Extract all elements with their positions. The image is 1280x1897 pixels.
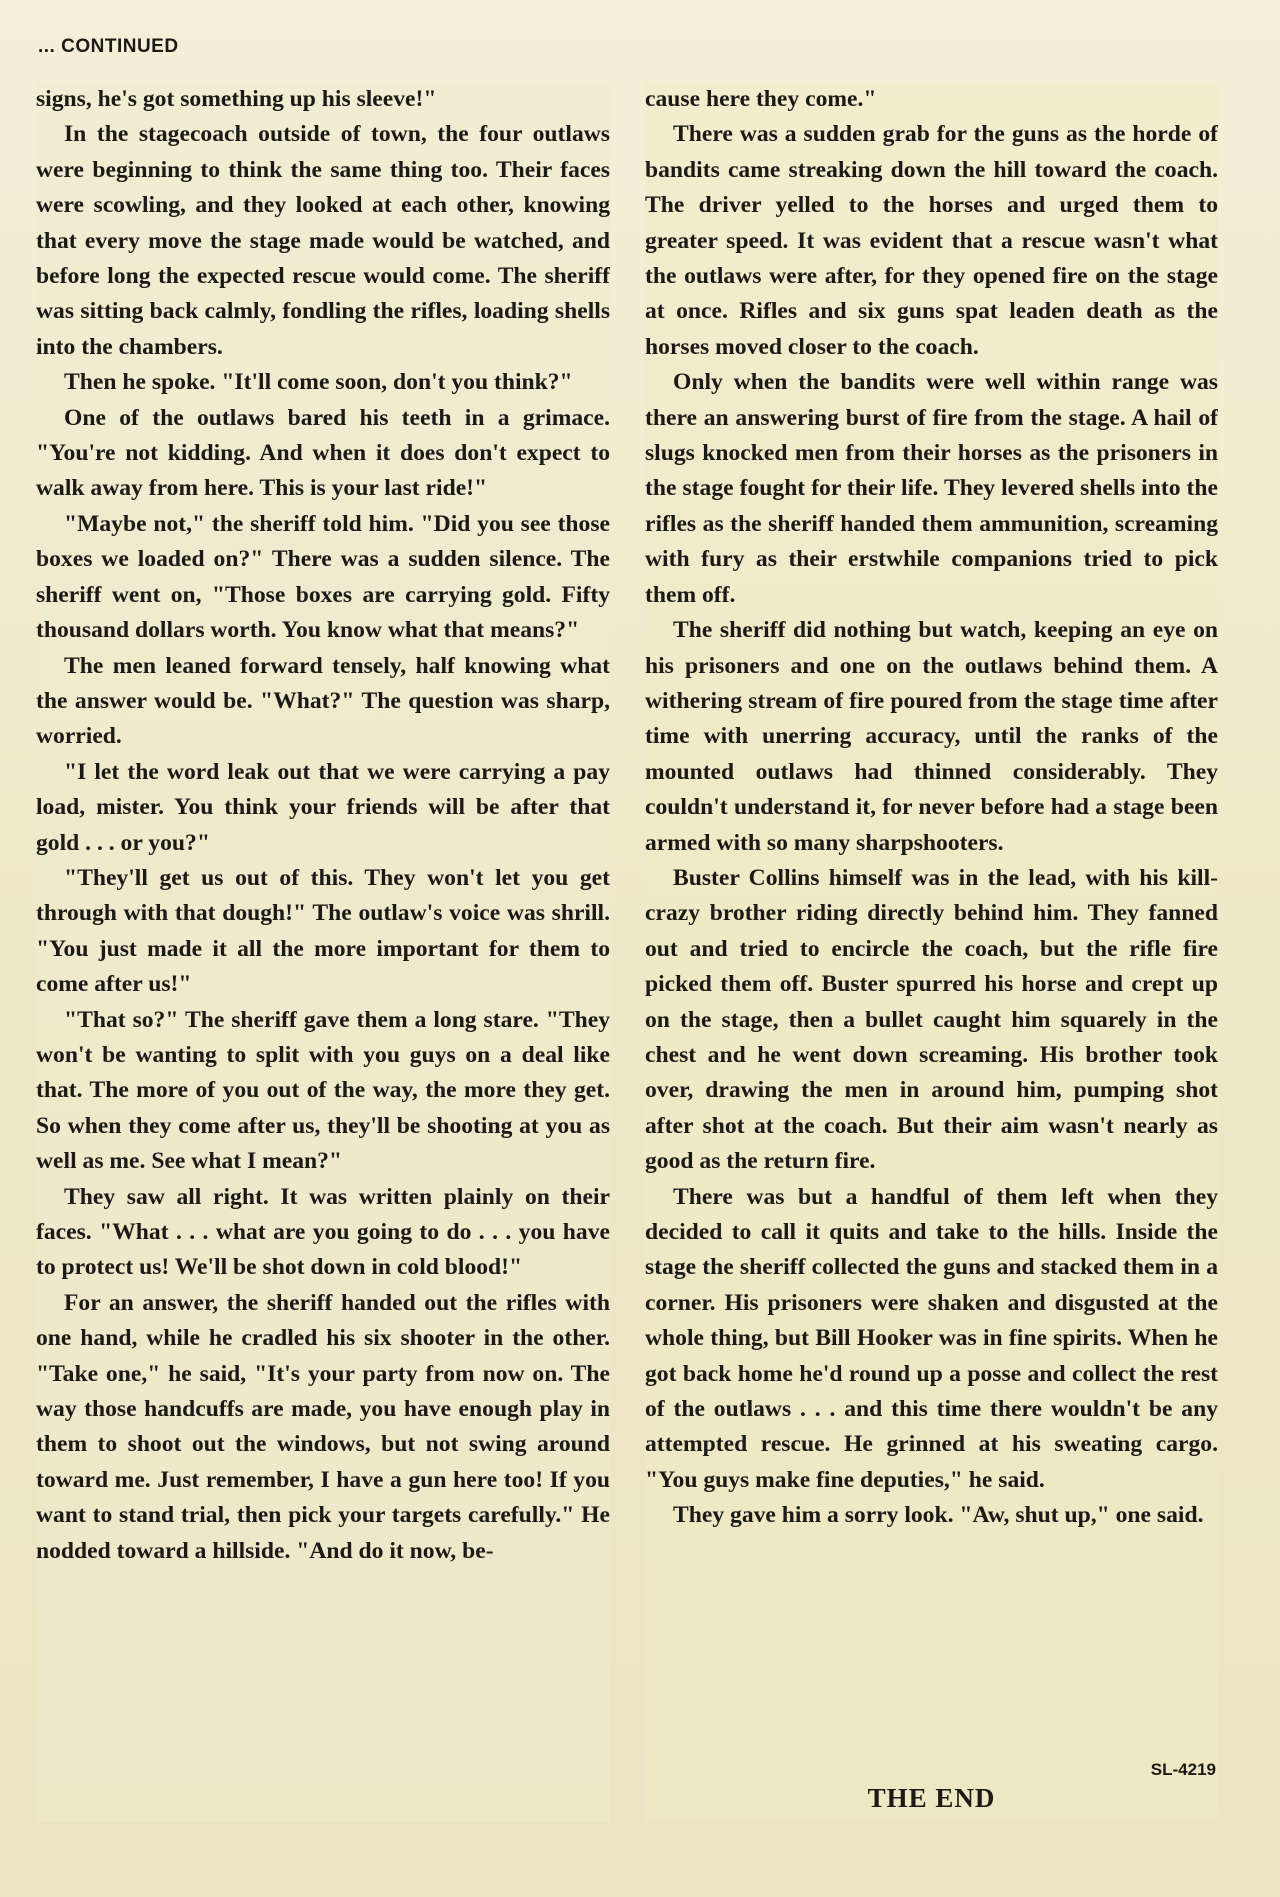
- paragraph: "That so?" The sheriff gave them a long stare. "They won't be wanting to split with you guys on a deal like that. The more of you out of the way, the more they get. So when they come after us, they'll be shooting at you as well as me. See what I mean?": [36, 1006, 610, 1175]
- right-text-column: [645, 82, 1218, 1822]
- paragraph: One of the outlaws bared his teeth in a grimace. "You're not kidding. And when it does don't expect to walk away from here. This is your last ride!": [36, 404, 610, 502]
- paragraph: cause here they come.": [645, 86, 877, 112]
- paragraph: "I let the word leak out that we were carrying a pay load, mister. You think your friends will be after that gold . . . or you?": [36, 758, 610, 856]
- paragraph: signs, he's got something up his sleeve!": [36, 86, 437, 112]
- paragraph: "They'll get us out of this. They won't let you get through with that dough!" The outlaw's voice was shrill. "You just made it all the more important for them to come after us!": [36, 864, 610, 998]
- paragraph: Only when the bandits were well within range was there an answering burst of fire from the stage. A hail of slugs knocked men from their horses as the prisoners in the stage fought for their life. They levered shells into the rifles as the sheriff handed them ammunition, screaming with fury as their erstwhile companions tried to pick them off.: [645, 369, 1218, 608]
- story-code: SL-4219: [1150, 1760, 1216, 1779]
- paragraph: There was a sudden grab for the guns as the horde of bandits came streaking down the hill toward the coach. The driver yelled to the horses and urged them to greater speed. It was evident that a rescue wasn't what the outlaws were after, for they opened fire on the stage at once. Rifles and six guns spat leaden death as the horses moved closer to the coach.: [645, 121, 1218, 360]
- paragraph: They gave him a sorry look. "Aw, shut up," one said.: [673, 1502, 1204, 1529]
- paragraph: They saw all right. It was written plainly on their faces. "What . . . what are you going to do . . . you have to protect us! We'll be shot down in cold blood!": [36, 1183, 610, 1281]
- paragraph: The men leaned forward tensely, half knowing what the answer would be. "What?" The question was sharp, worried.: [36, 652, 610, 750]
- paragraph: In the stagecoach outside of town, the four outlaws were beginning to think the same thing too. Their faces were scowling, and they looked at each other, knowing that every move the stage made would be watched, and before long the expected rescue would come. The sheriff was sitting back calmly, fondling the rifles, loading shells into the chambers.: [36, 121, 610, 360]
- left-text-column: [36, 82, 610, 1822]
- the-end-label: THE END: [867, 1783, 996, 1813]
- paragraph: "Maybe not," the sheriff told him. "Did you see those boxes we loaded on?" There was a sudden silence. The sheriff went on, "Those boxes are carrying gold. Fifty thousand dollars worth. You know what that means?": [36, 510, 610, 644]
- paragraph: The sheriff did nothing but watch, keeping an eye on his prisoners and one on the outlaws behind them. A withering stream of fire poured from the stage time after time with unerring accuracy, until the ranks of the mounted outlaws had thinned considerably. They couldn't understand it, for never before had a stage been armed with so many sharpshooters.: [645, 617, 1218, 856]
- paragraph: For an answer, the sheriff handed out the rifles with one hand, while he cradled his six shooter in the other. "Take one," he said, "It's your party from now on. The way those handcuffs are made, you have enough play in them to shoot out the windows, but not swing around toward me. Just remember, I have a gun here too! If you want to stand trial, then pick your targets carefully." He nodded toward a hillside. "And do it now, be-: [36, 1289, 610, 1564]
- paragraph: Buster Collins himself was in the lead, with his kill-crazy brother riding directly behind him. They fanned out and tried to encircle the coach, but the rifle fire picked them off. Buster spurred his horse and crept up on the stage, then a bullet caught him squarely in the chest and he went down screaming. His brother took over, drawing the men in around him, pumping shot after shot at the coach. But their aim wasn't nearly as good as the return fire.: [645, 864, 1218, 1175]
- paragraph: There was but a handful of them left when they decided to call it quits and take to the hills. Inside the stage the sheriff collected the guns and stacked them in a corner. His prisoners were shaken and disgusted at the whole thing, but Bill Hooker was in fine spirits. When he got back home he'd round up a posse and collect the rest of the outlaws . . . and this time there wouldn't be any attempted rescue. He grinned at his sweating cargo. "You guys make fine deputies," he said.: [645, 1183, 1218, 1493]
- continued-header: ... CONTINUED: [38, 36, 179, 57]
- paragraph: Then he spoke. "It'll come soon, don't you think?": [64, 369, 573, 396]
